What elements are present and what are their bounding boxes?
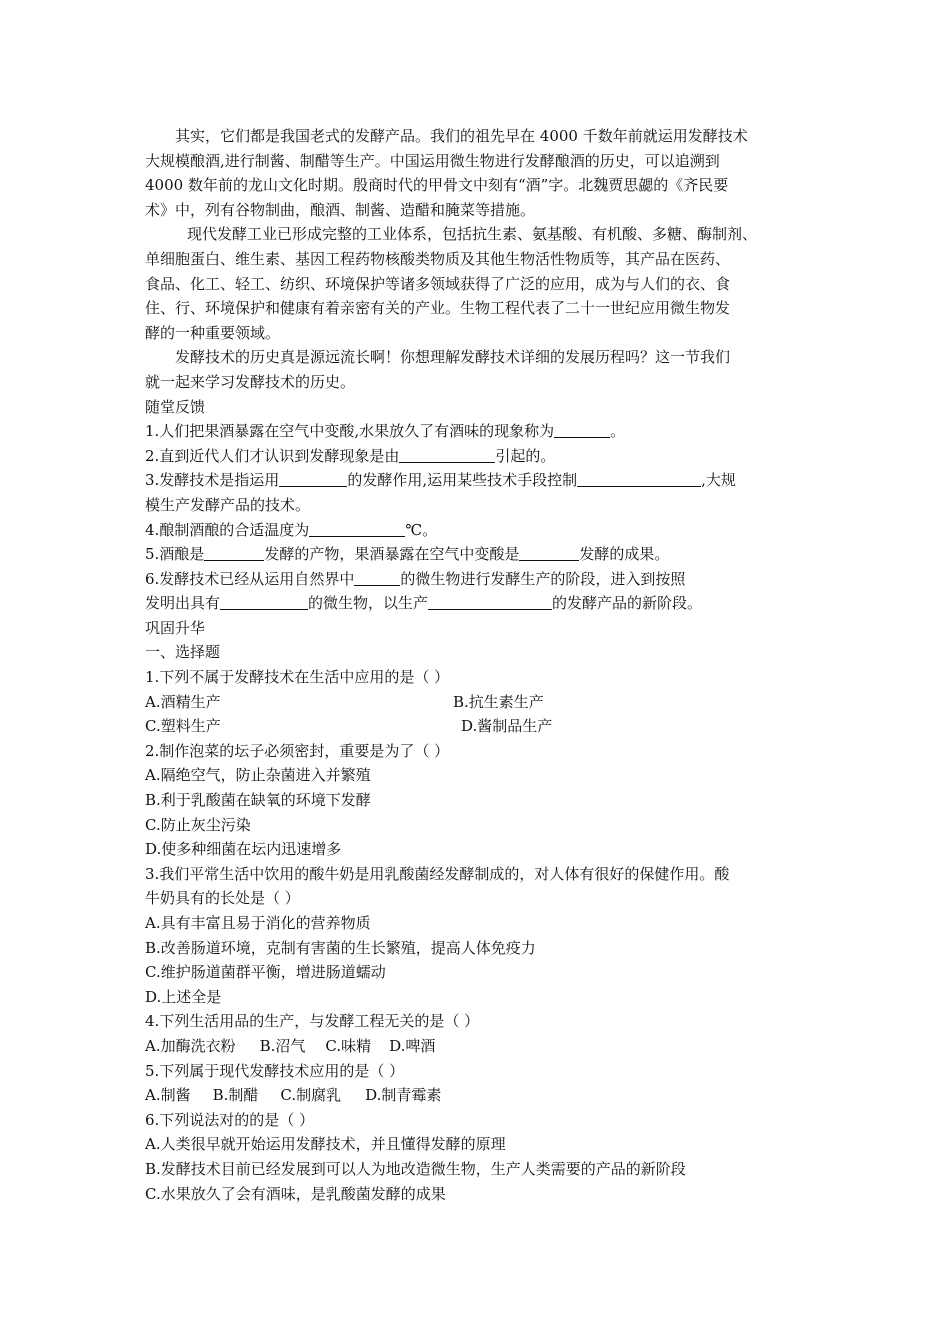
choice-q3-option-c[interactable]: C.维护肠道菌群平衡，增进肠道蠕动 (145, 963, 386, 982)
choice-q1-option-c[interactable]: C.塑料生产 (145, 717, 221, 736)
answer-blank[interactable] (399, 445, 495, 463)
choice-q4-option-c[interactable]: C.味精 (325, 1036, 372, 1055)
choice-q5-stem: 5.下列属于现代发酵技术应用的是（ ） (145, 1061, 405, 1080)
feedback-q6-line2-middle: 的微生物，以生产 (308, 594, 429, 613)
feedback-question-4 (145, 518, 810, 543)
feedback-q2-tail: 引起的。 (495, 446, 556, 465)
choice-q6-option-c[interactable]: C.水果放久了会有酒味，是乳酸菌发酵的成果 (145, 1184, 446, 1203)
intro-paragraph-1-line-3: 4000 数年前的龙山文化时期。殷商时代的甲骨文中刻有“酒”字。北魏贾思勰的《齐民要 (145, 176, 729, 195)
intro-paragraph-2-line-3: 食品、化工、轻工、纺织、环境保护等诸多领域获得了广泛的应用，成为与人们的衣、食 (145, 274, 731, 293)
choice-q4-options (145, 1034, 810, 1059)
feedback-q6-line2-start: 发明出具有 (145, 594, 221, 613)
choice-q3-stem-line-2: 牛奶具有的长处是（ ） (145, 889, 300, 908)
feedback-q6-text: 6.发酵技术已经从运用自然界中 (145, 569, 355, 588)
intro-paragraph-3-line-2: 就一起来学习发酵技术的历史。 (145, 372, 356, 391)
choice-q2-option-d[interactable]: D.使多种细菌在坛内迅速增多 (145, 840, 342, 859)
choice-q3-option-d[interactable]: D.上述全是 (145, 987, 222, 1006)
feedback-question-6-line-2 (145, 591, 810, 616)
choice-q5-option-c[interactable]: C.制腐乳 (280, 1086, 342, 1105)
answer-blank[interactable] (279, 469, 347, 487)
choice-q2-option-a[interactable]: A.隔绝空气，防止杂菌进入并繁殖 (145, 766, 371, 785)
document-body (145, 124, 810, 1206)
intro-paragraph-1-line-4: 术》中，列有谷物制曲，酿酒、制酱、造醋和腌菜等措施。 (145, 200, 536, 219)
choice-q1-options-row-1 (145, 690, 810, 715)
feedback-q2-text: 2.直到近代人们才认识到发酵现象是由 (145, 446, 400, 465)
choice-q1-option-a[interactable]: A.酒精生产 (145, 692, 221, 711)
feedback-q6-line2-tail: 的发酵产品的新阶段。 (552, 594, 703, 613)
feedback-q3-text: 3.发酵技术是指运用 (145, 471, 280, 490)
intro-paragraph-2-line-5: 酵的一种重要领域。 (145, 323, 281, 342)
choice-q6-option-b[interactable]: B.发酵技术目前已经发展到可以人为地改造微生物，生产人类需要的产品的新阶段 (145, 1159, 686, 1178)
choice-q3-option-a[interactable]: A.具有丰富且易于消化的营养物质 (145, 914, 371, 932)
choice-q5-option-a[interactable]: A.制酱 (145, 1086, 191, 1105)
feedback-question-1 (145, 419, 810, 444)
feedback-question-5 (145, 542, 810, 567)
answer-blank[interactable] (309, 519, 405, 537)
feedback-q1-text: 1.人们把果酒暴露在空气中变酸,水果放久了有酒味的现象称为 (145, 422, 555, 441)
feedback-question-2 (145, 444, 810, 469)
intro-paragraph-2-line-2: 单细胞蛋白、维生素、基因工程药物核酸类物质及其他生物活性物质等，其产品在医药、 (145, 249, 731, 268)
answer-blank[interactable] (554, 420, 610, 438)
feedback-heading: 随堂反馈 (145, 397, 206, 416)
feedback-q4-text: 4.酿制酒酿的合适温度为 (145, 520, 310, 539)
feedback-q3-tail: ,大规 (701, 471, 736, 490)
choice-q4-option-b[interactable]: B.沼气 (259, 1036, 306, 1055)
answer-blank[interactable] (577, 469, 701, 487)
choice-q5-option-d[interactable]: D.制青霉素 (365, 1086, 442, 1105)
intro-paragraph-1-line-1: 其实，它们都是我国老式的发酵产品。我们的祖先早在 4000 千数年前就运用发酵技术 (175, 127, 748, 145)
feedback-q4-tail: ℃。 (405, 520, 438, 539)
intro-paragraph-3-line-1: 发酵技术的历史真是源远流长啊！你想理解发酵技术详细的发展历程吗？这一节我们 (175, 348, 731, 367)
choice-q1-stem: 1.下列不属于发酵技术在生活中应用的是（ ） (145, 668, 450, 687)
answer-blank[interactable] (354, 568, 400, 586)
answer-blank[interactable] (204, 543, 264, 561)
feedback-question-3-line-1 (145, 468, 810, 493)
choice-q5-options (145, 1083, 810, 1108)
answer-blank[interactable] (428, 592, 552, 610)
choice-q6-stem: 6.下列说法对的的是（ ） (145, 1110, 315, 1129)
intro-paragraph-2-line-1: 现代发酵工业已形成完整的工业体系，包括抗生素、氨基酸、有机酸、多糖、酶制剂、 (187, 225, 758, 244)
feedback-question-6-line-1 (145, 567, 810, 592)
feedback-q5-tail: 发酵的成果。 (579, 545, 670, 564)
choice-q1-option-d[interactable]: D.酱制品生产 (461, 717, 553, 736)
feedback-question-3-line-2: 模生产发酵产品的技术。 (145, 495, 311, 514)
intro-paragraph-1-line-2: 大规模酿酒,进行制酱、制醋等生产。中国运用微生物进行发酵酿酒的历史，可以追溯到 (145, 151, 720, 170)
feedback-q5-text: 5.酒酿是 (145, 545, 205, 564)
answer-blank[interactable] (220, 592, 308, 610)
choice-q2-option-c[interactable]: C.防止灰尘污染 (145, 815, 251, 834)
choice-q4-option-a[interactable]: A.加酶洗衣粉 (145, 1036, 236, 1055)
feedback-q1-tail: 。 (610, 422, 626, 441)
choice-q3-stem-line-1: 3.我们平常生活中饮用的酸牛奶是用乳酸菌经发酵制成的，对人体有很好的保健作用。酸 (145, 864, 730, 883)
choice-q5-option-b[interactable]: B.制醋 (212, 1086, 259, 1105)
choice-q4-option-d[interactable]: D.啤酒 (389, 1036, 436, 1055)
choice-q1-option-b[interactable]: B.抗生素生产 (453, 692, 544, 711)
feedback-q6-middle: 的微生物进行发酵生产的阶段，进入到按照 (400, 569, 686, 588)
choice-q3-option-b[interactable]: B.改善肠道环境，克制有害菌的生长繁殖，提高人体免疫力 (145, 938, 536, 957)
choice-q4-stem: 4.下列生活用品的生产，与发酵工程无关的是（ ） (145, 1012, 480, 1031)
feedback-q5-middle: 发酵的产物，果酒暴露在空气中变酸是 (264, 545, 520, 564)
intro-paragraph-2-line-4: 住、行、环境保护和健康有着亲密有关的产业。生物工程代表了二十一世纪应用微生物发 (145, 299, 731, 318)
choice-q6-option-a[interactable]: A.人类很早就开始运用发酵技术，并且懂得发酵的原理 (145, 1135, 506, 1154)
section-heading-choice: 一、选择题 (145, 643, 221, 662)
choice-q1-options-row-2 (145, 714, 810, 739)
consolidate-heading: 巩固升华 (145, 618, 206, 637)
answer-blank[interactable] (519, 543, 579, 561)
choice-q2-option-b[interactable]: B.利于乳酸菌在缺氧的环境下发酵 (145, 791, 371, 810)
choice-q2-stem: 2.制作泡菜的坛子必须密封，重要是为了（ ） (145, 741, 450, 760)
feedback-q3-middle: 的发酵作用,运用某些技术手段控制 (347, 471, 578, 490)
